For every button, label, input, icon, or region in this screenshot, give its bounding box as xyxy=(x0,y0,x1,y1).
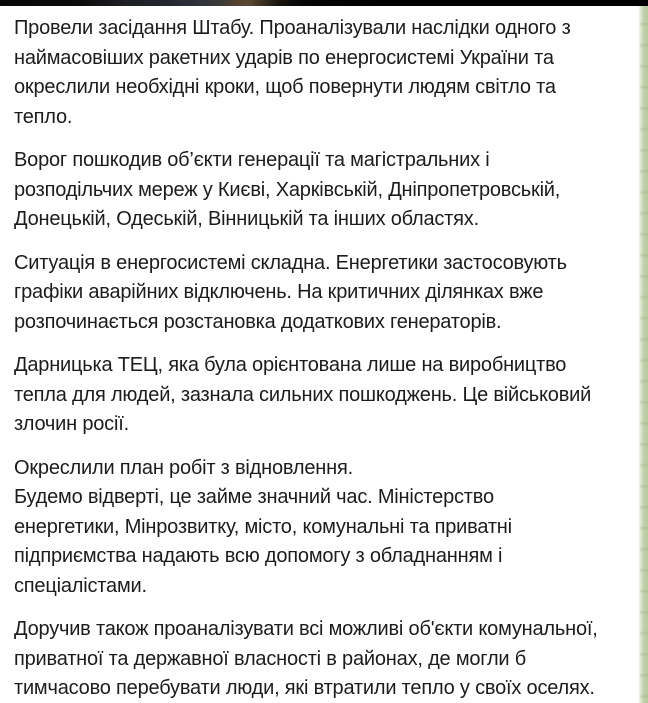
text-line: Ситуація в енергосистемі складна. Енергетики застосовують xyxy=(14,251,567,274)
text-line: підприємства надають всю допомогу з обладнанням і xyxy=(14,545,503,567)
paragraph xyxy=(14,351,631,440)
paragraph xyxy=(14,146,631,235)
paragraph xyxy=(14,454,631,602)
paragraph xyxy=(14,615,631,703)
text-line: Ворог пошкодив об’єкти генерації та магістральних і xyxy=(14,149,490,171)
text-line: енергетики, Мінрозвитку, місто, комунальні та приватні xyxy=(14,515,512,538)
text-line: Провели засідання Штабу. Проаналізували наслідки одного з xyxy=(14,17,571,39)
chat-background-strip xyxy=(639,6,648,703)
text-line: Окреслили план робіт з відновлення. xyxy=(14,456,353,479)
text-line: приватної та державної власності в районах, де могли б xyxy=(14,647,527,670)
text-line: тепло. xyxy=(14,105,73,128)
text-line: окреслили необхідні кроки, щоб повернути людям світло та xyxy=(14,76,556,98)
text-line: тимчасово перебувати люди, які втратили тепло у своїх оселях. xyxy=(14,677,595,699)
text-line: Будемо відверті, це займе значний час. Міністерство xyxy=(14,486,494,508)
text-line: Дарницька ТЕЦ, яка була орієнтована лише на виробництво xyxy=(14,354,567,376)
text-line: спеціалістами. xyxy=(14,574,147,597)
text-line: Донецькій, Одеській, Вінницькій та інших областях. xyxy=(14,208,479,230)
text-line: розпочинається розстановка додаткових генераторів. xyxy=(14,310,502,333)
text-line: злочин росії. xyxy=(14,413,129,435)
text-line: графіки аварійних відключень. На критичних ділянках вже xyxy=(14,281,544,303)
paragraph xyxy=(14,249,631,338)
text-line: Доручив також проаналізувати всі можливі об'єкти комунальної, xyxy=(14,618,598,640)
text-line: наймасовіших ракетних ударів по енергосистемі України та xyxy=(14,46,554,69)
paragraph xyxy=(14,14,631,132)
text-line: тепла для людей, зазнала сильних пошкоджень. Це військовий xyxy=(14,383,592,406)
text-line: розподільчих мереж у Києві, Харківській, Дніпропетровській, xyxy=(14,178,561,201)
